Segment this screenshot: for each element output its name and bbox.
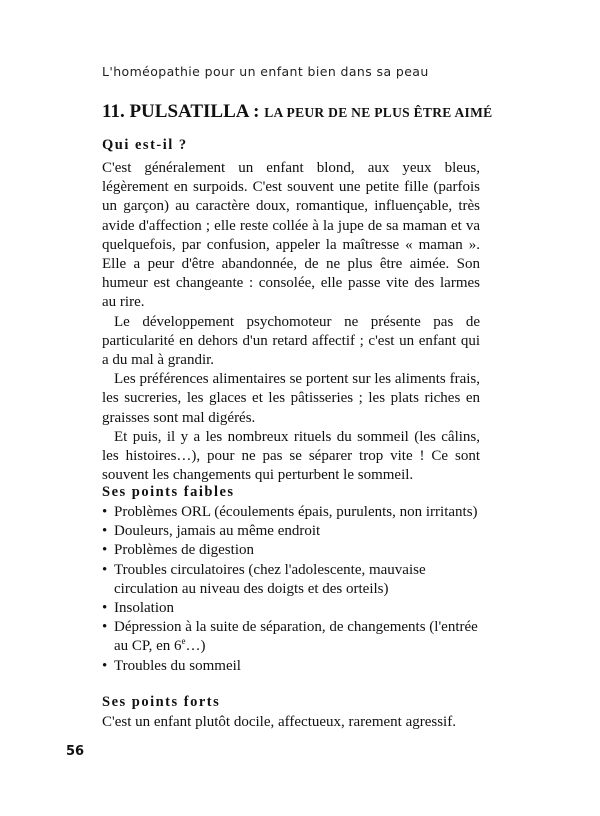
section-heading-points-faibles: Ses points faibles bbox=[102, 484, 235, 500]
list-item-text-tail: …) bbox=[185, 638, 206, 655]
chapter-subtitle: LA PEUR DE NE PLUS ÊTRE AIMÉ bbox=[264, 105, 493, 120]
bullet-icon: • bbox=[102, 542, 108, 559]
bullet-icon: • bbox=[102, 657, 108, 674]
list-item bbox=[102, 541, 492, 560]
page-number: 56 bbox=[66, 744, 85, 759]
bullet-icon: • bbox=[102, 619, 108, 636]
list-item bbox=[102, 522, 492, 541]
list-item bbox=[102, 561, 492, 599]
paragraph: C'est un enfant plutôt docile, affectueux, rarement agressif. bbox=[102, 714, 456, 730]
paragraph: Et puis, il y a les nombreux rituels du sommeil (les câlins, les histoires…), pour ne pas se séparer trop vite ! Ce sont souvent les changements qui perturbent le sommeil. bbox=[102, 428, 480, 484]
superscript: e bbox=[181, 636, 186, 647]
list-item bbox=[102, 618, 492, 656]
section-heading-points-forts: Ses points forts bbox=[102, 694, 221, 710]
paragraph: Les préférences alimentaires se portent sur les aliments frais, les sucreries, les glaces et les pâtisseries ; les plats riches en graisses sont mal digérés. bbox=[102, 371, 480, 426]
list-item-text: Dépression à la suite de séparation, de changements (l'entrée au CP, en 6 bbox=[114, 619, 478, 655]
section-heading-qui-est-il: Qui est-il ? bbox=[102, 137, 188, 153]
section-body-points-forts bbox=[102, 713, 502, 732]
weak-points-list bbox=[102, 503, 492, 676]
list-item bbox=[102, 503, 492, 522]
list-item-text: Troubles circulatoires (chez l'adolescente, mauvaise circulation au niveau des doigts et des orteils) bbox=[114, 561, 426, 597]
section-body-qui-est-il bbox=[102, 159, 480, 485]
chapter-title bbox=[102, 101, 492, 123]
bullet-icon: • bbox=[102, 600, 108, 617]
list-item bbox=[102, 599, 492, 618]
list-item-text: Problèmes de digestion bbox=[114, 542, 254, 559]
chapter-title-main: 11. PULSATILLA : bbox=[102, 101, 260, 122]
list-item-text: Insolation bbox=[114, 600, 174, 617]
list-item-text: Douleurs, jamais au même endroit bbox=[114, 523, 321, 540]
list-item-text: Problèmes ORL (écoulements épais, purulents, non irritants) bbox=[114, 504, 478, 520]
bullet-icon: • bbox=[102, 561, 108, 578]
running-head: L'homéopathie pour un enfant bien dans sa peau bbox=[102, 64, 429, 79]
list-item bbox=[102, 657, 492, 676]
bullet-icon: • bbox=[102, 504, 108, 520]
bullet-icon: • bbox=[102, 523, 108, 540]
list-item-text: Troubles du sommeil bbox=[114, 657, 241, 674]
paragraph: Le développement psychomoteur ne présente pas de particularité en dehors d'un retard affectif ; c'est un enfant qui a du mal à grandir. bbox=[102, 313, 480, 369]
paragraph: C'est généralement un enfant blond, aux yeux bleus, légèrement en surpoids. C'est souvent une petite fille (parfois un garçon) au caractère doux, romantique, influençable, très avide d'affection ; elle reste collée à la jupe de sa maman et va quelquefois, par confusion, appeler la maîtresse « maman ». Elle a peur d'être abandonnée, de ne plus être aimée. Son humeur est changeante : consolée, elle passe vite des larmes au rire. bbox=[102, 160, 480, 311]
